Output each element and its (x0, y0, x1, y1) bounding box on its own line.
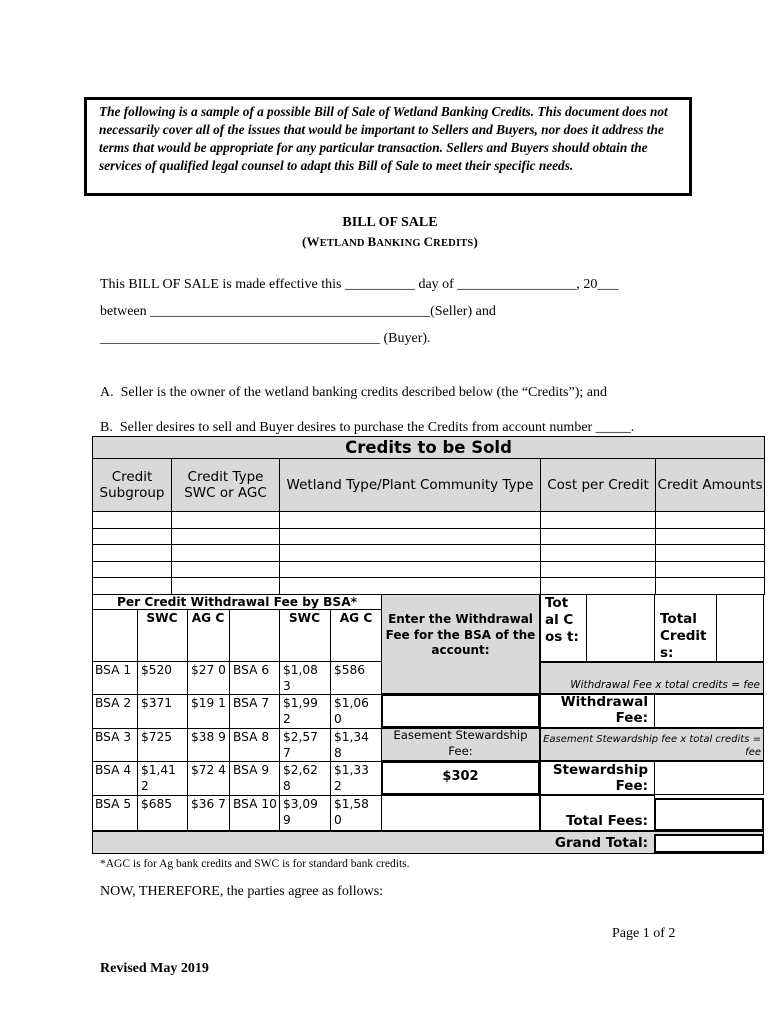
fee-cell-agc-l: $36 7 (191, 797, 226, 811)
stewardship-fee-label: Stewardship Fee: (552, 762, 648, 794)
fee-table-title: Per Credit Withdrawal Fee by BSA* (116, 595, 358, 609)
table-row[interactable] (93, 578, 765, 595)
revised-date: Revised May 2019 (100, 961, 209, 976)
footnote: *AGC is for Ag bank credits and SWC is for standard bank credits. (100, 858, 410, 870)
total-fees-input[interactable] (654, 798, 764, 831)
document-title: BILL OF SALE (342, 215, 438, 230)
grand-total-input[interactable] (654, 834, 764, 853)
col-credit-amounts: Credit Amounts (656, 459, 765, 512)
fee-cell-swc-l: $685 (141, 797, 173, 811)
fee-cell-bsa-l: BSA 1 (95, 663, 132, 677)
disclaimer-box: The following is a sample of a possible Bill of Sale of Wetland Banking Credits. This document does not necessarily cover all of the issues that would be important to Sellers and Buyers, nor does it address the terms that would be appropriate for any particular transaction. Sellers and Buyers should obtain the services of qualified legal counsel to adapt this Bill of Sale to meet their specific needs. (84, 97, 692, 196)
fee-cell-bsa-r: BSA 8 (233, 730, 270, 744)
fee-cell-bsa-r: BSA 7 (233, 696, 270, 710)
fee-cell-bsa-r: BSA 9 (233, 763, 270, 777)
fee-cell-swc-r: $3,09 9 (283, 797, 318, 827)
table-row[interactable] (93, 545, 765, 562)
buyer-line: ________________________________________ (Buyer). (100, 331, 431, 346)
col-swc-left: SWC (146, 611, 178, 625)
total-credits-label: Total Credit s: (660, 611, 707, 661)
fee-cell-agc-l: $72 4 (191, 763, 226, 777)
fee-cell-agc-r: $1,06 0 (334, 696, 369, 726)
fee-cell-agc-l: $27 0 (191, 663, 226, 677)
blank-cell (381, 795, 540, 831)
seller-line: between ________________________________________(Seller) and (100, 304, 496, 319)
total-cost-label: Tot al Cos t: (545, 595, 579, 645)
fee-cell-swc-r: $2,57 7 (283, 730, 318, 760)
fee-cell-swc-r: $2,62 8 (283, 763, 318, 793)
fee-cell-swc-l: $1,41 2 (141, 763, 176, 793)
withdrawal-fee-label: Withdrawal Fee: (560, 694, 648, 726)
col-agc-right: AG C (339, 611, 373, 625)
credits-table (92, 436, 765, 595)
withdrawal-fee-input[interactable] (381, 694, 540, 728)
fee-cell-agc-l: $38 9 (191, 730, 226, 744)
fee-cell-bsa-r: BSA 6 (233, 663, 270, 677)
fee-cell-swc-l: $371 (141, 696, 173, 710)
table-row[interactable] (93, 528, 765, 545)
fee-cell-swc-r: $1,99 2 (283, 696, 318, 726)
fee-cell-bsa-r: BSA 10 (233, 797, 277, 811)
col-wetland-type: Wetland Type/Plant Community Type (280, 459, 541, 512)
total-credits-input[interactable] (717, 594, 764, 662)
fee-cell-bsa-l: BSA 3 (95, 730, 132, 744)
table-row[interactable] (93, 561, 765, 578)
fee-cell-bsa-l: BSA 2 (95, 696, 132, 710)
withdrawal-fee-total-input[interactable] (654, 694, 764, 728)
col-swc-right: SWC (288, 611, 321, 625)
col-credit-type: Credit Type SWC or AGC (172, 459, 280, 512)
withdrawal-formula: Withdrawal Fee x total credits = fee (570, 679, 760, 691)
table-row[interactable] (93, 512, 765, 529)
effective-date-line: This BILL OF SALE is made effective this __________ day of _________________, 20___ (100, 277, 619, 292)
col-agc-left: AG C (191, 611, 225, 625)
stewardship-fee-input[interactable] (654, 761, 764, 795)
page-number: Page 1 of 2 (612, 926, 676, 941)
now-therefore: NOW, THEREFORE, the parties agree as follows: (100, 884, 384, 899)
fee-cell-swc-l: $520 (141, 663, 173, 677)
total-fees-label: Total Fees: (565, 813, 648, 829)
fee-cell-agc-r: $1,33 2 (334, 763, 369, 793)
easement-label: Easement Stewardship Fee: (393, 728, 528, 758)
grand-total-label: Grand Total: (554, 835, 648, 851)
col-credit-subgroup: Credit Subgroup (93, 459, 172, 512)
fee-cell-agc-r: $586 (334, 663, 366, 677)
easement-fee-value: $302 (442, 769, 479, 784)
col-cost-per-credit: Cost per Credit (541, 459, 656, 512)
document-subtitle: (WETLAND BANKING CREDITS) (301, 234, 479, 249)
fee-cell-swc-l: $725 (141, 730, 173, 744)
enter-fee-instruction: Enter the Withdrawal Fee for the BSA of the account: (385, 612, 536, 657)
fee-cell-bsa-l: BSA 4 (95, 763, 132, 777)
easement-formula: Easement Stewardship fee x total credits = fee (543, 734, 761, 758)
credits-table-title: Credits to be Sold (93, 437, 765, 459)
total-cost-input[interactable] (587, 594, 654, 662)
fee-cell-bsa-l: BSA 5 (95, 797, 132, 811)
fee-cell-agc-l: $19 1 (191, 696, 226, 710)
recital-b: B. Seller desires to sell and Buyer desires to purchase the Credits from account number _____. (100, 420, 635, 435)
recital-a: A. Seller is the owner of the wetland banking credits described below (the “Credits”); and (100, 385, 607, 400)
fee-cell-swc-r: $1,08 3 (283, 663, 318, 693)
fee-cell-agc-r: $1,58 0 (334, 797, 369, 827)
fee-cell-agc-r: $1,34 8 (334, 730, 369, 760)
